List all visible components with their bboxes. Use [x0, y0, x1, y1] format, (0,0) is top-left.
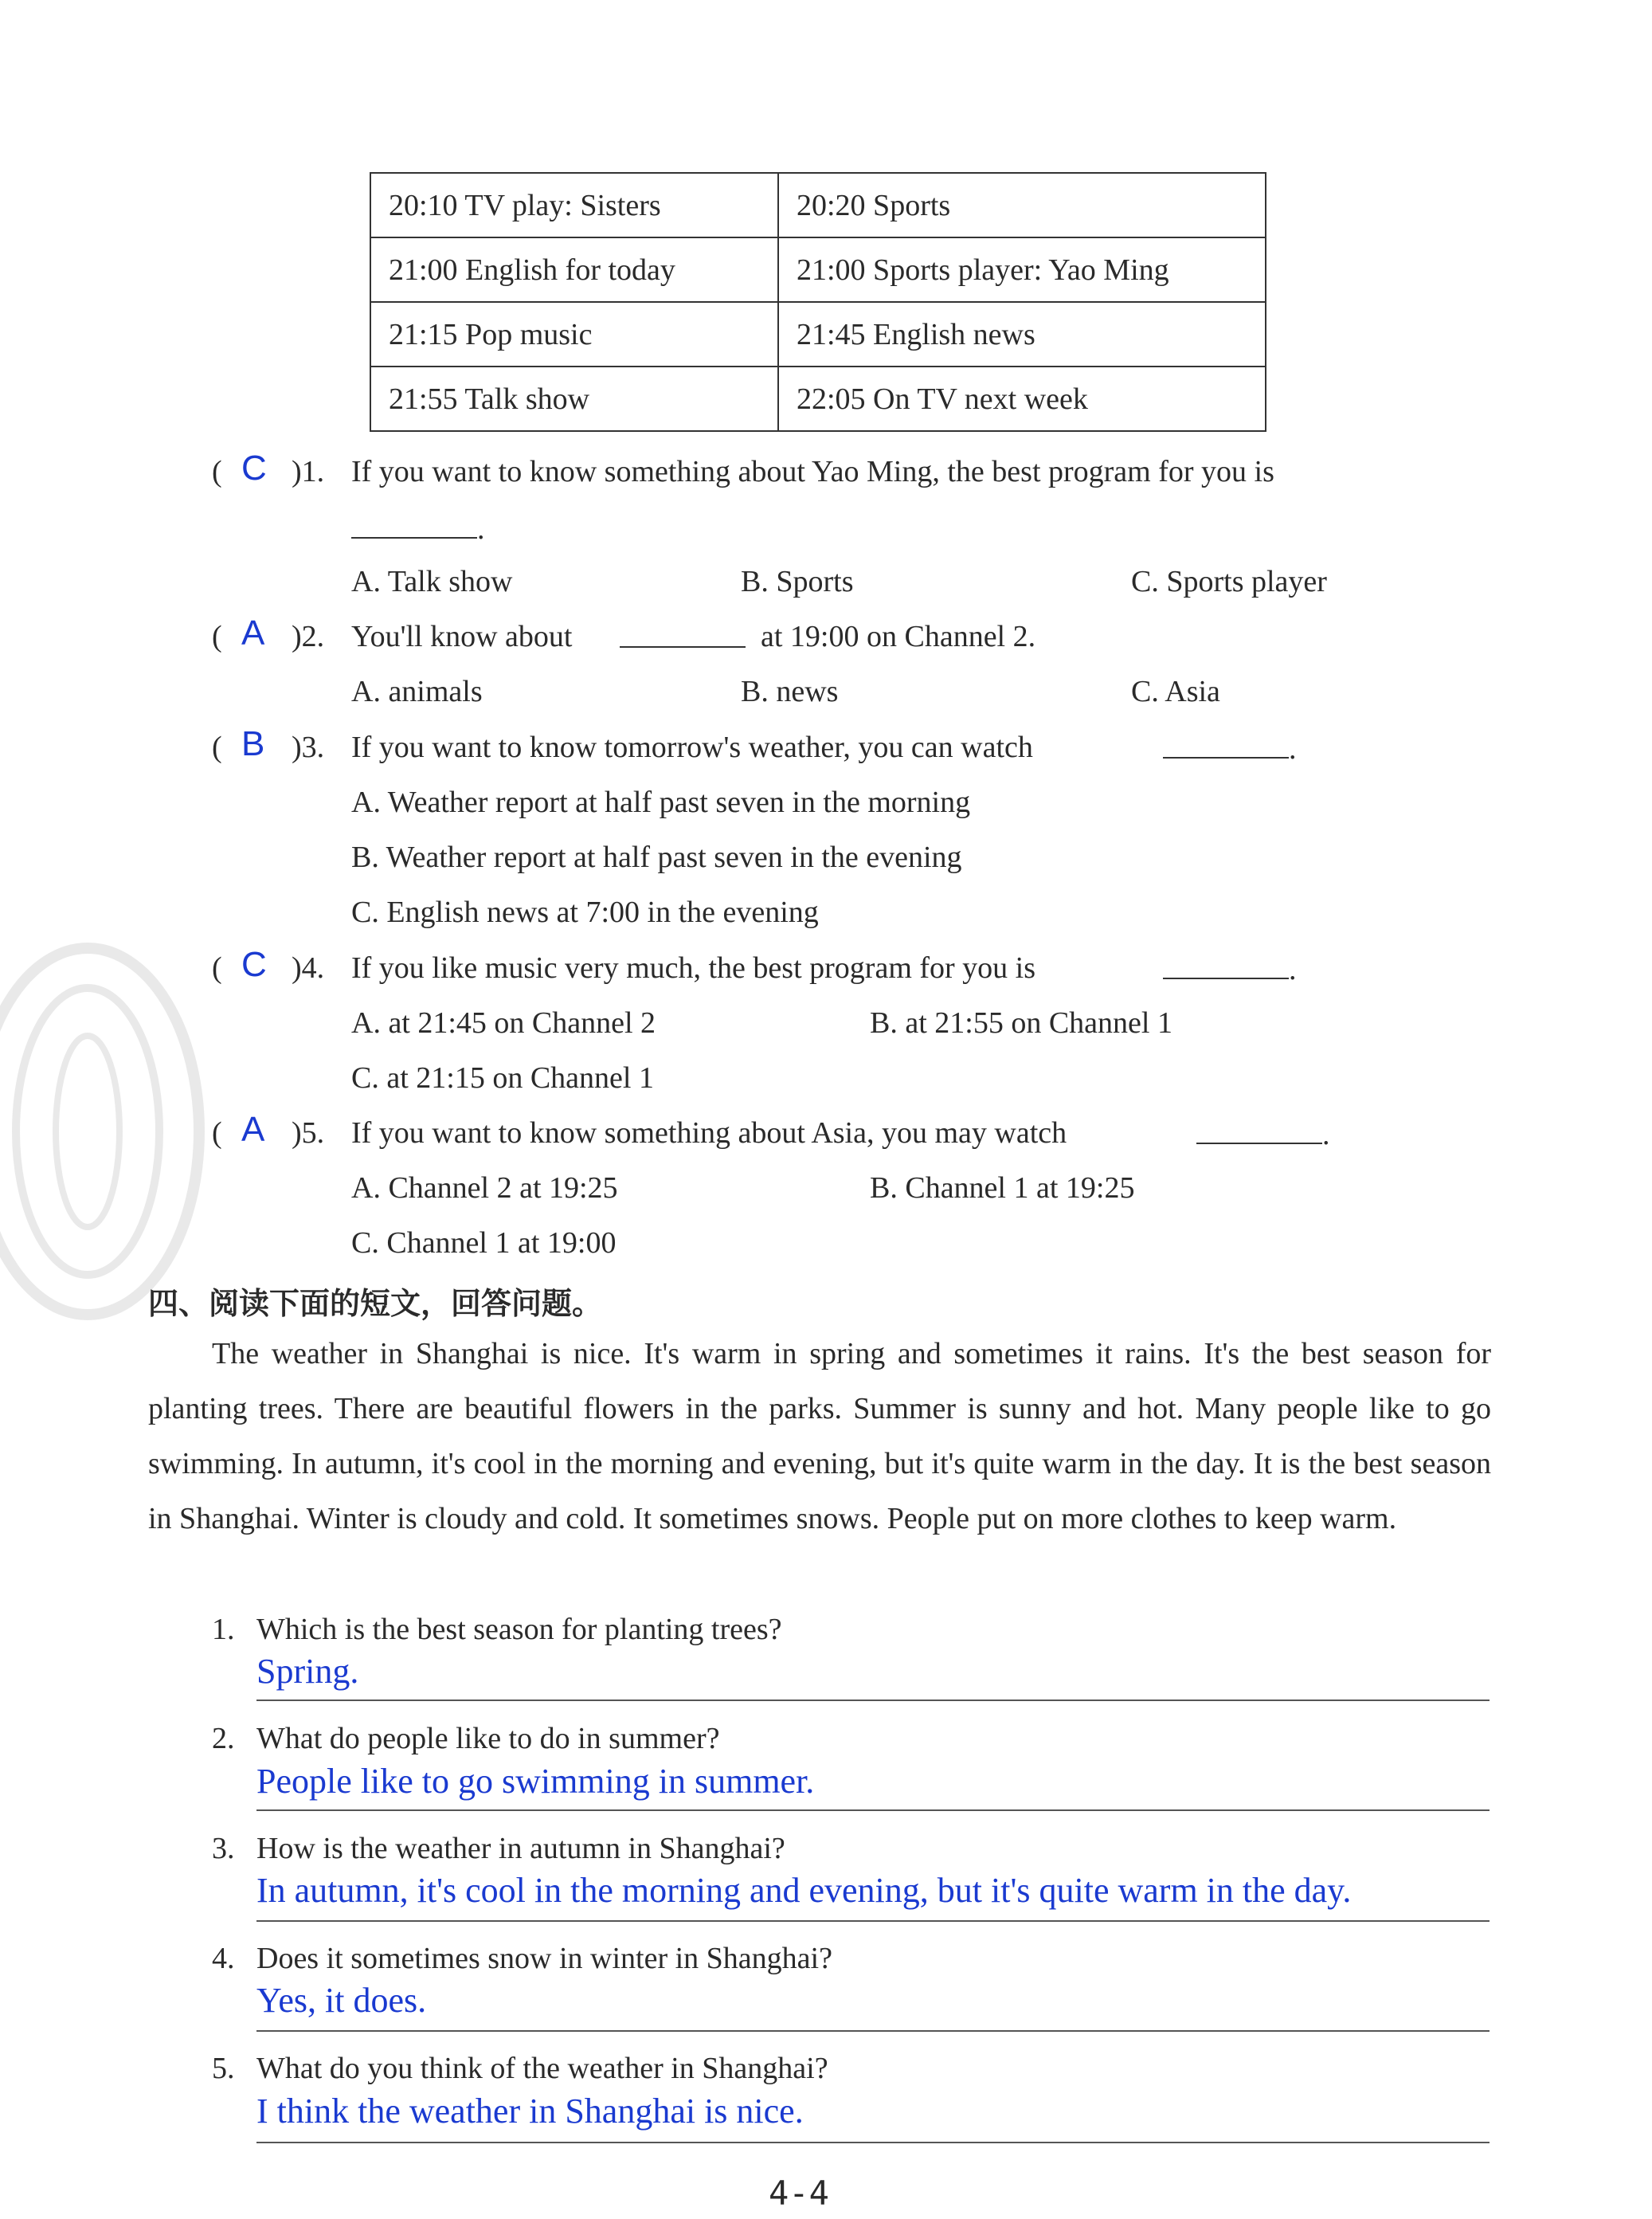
answer-blank — [620, 619, 746, 656]
page-number: 4-4 — [769, 2174, 829, 2213]
question-text: You'll know about — [351, 620, 573, 653]
question-text: If you like music very much, the best program for you is — [351, 951, 1036, 985]
question-number: )5. — [292, 1116, 325, 1150]
schedule-cell: 22:05 On TV next week — [778, 367, 1266, 431]
question-text: Which is the best season for planting trees? — [256, 1613, 782, 1646]
schedule-cell: 21:15 Pop music — [370, 302, 778, 367]
answer-blank: . — [1196, 1115, 1330, 1152]
question-number: 2. — [212, 1722, 235, 1755]
written-answer: I think the weather in Shanghai is nice. — [256, 2092, 804, 2131]
option-b: B. Sports — [741, 565, 854, 598]
question-number: 1. — [212, 1613, 235, 1646]
question-text: What do you think of the weather in Shanghai? — [256, 2052, 828, 2085]
paren-open: ( — [212, 455, 222, 488]
option-b: B. news — [741, 675, 839, 708]
passage-text: The weather in Shanghai is nice. It's warm in spring and sometimes it rains. It's the best season for planting trees. There are beautiful flowers in the parks. Summer is sunny and hot. Many people like to go swimming. In autumn, it's cool in the morning and evening, but it's quite warm in the day. It is the best season in Shanghai. Winter is cloudy and cold. It sometimes snows. People put on more clothes to keep warm. — [148, 1337, 1491, 1535]
answer-line — [256, 1809, 1490, 1811]
table-row — [370, 367, 1266, 431]
option-c: C. at 21:15 on Channel 1 — [351, 1061, 654, 1095]
answer-blank: . — [351, 510, 485, 547]
question-text: If you want to know something about Yao Ming, the best program for you is — [351, 455, 1274, 488]
question-number: 3. — [212, 1832, 235, 1865]
option-a: A. Channel 2 at 19:25 — [351, 1171, 618, 1205]
answer-line — [256, 1920, 1490, 1922]
written-answer: People like to go swimming in summer. — [256, 1762, 815, 1801]
schedule-cell: 21:00 Sports player: Yao Ming — [778, 237, 1266, 302]
paren-open: ( — [212, 1116, 222, 1150]
written-answer: Yes, it does. — [256, 1981, 427, 2020]
answer-blank: . — [1163, 730, 1297, 766]
question-number: )2. — [292, 620, 325, 653]
watermark-logo-icon — [0, 940, 207, 1323]
table-row — [370, 237, 1266, 302]
question-number: 5. — [212, 2052, 235, 2085]
option-c: C. Asia — [1131, 675, 1220, 708]
question-text: If you want to know something about Asia, you may watch — [351, 1116, 1067, 1150]
option-c: C. English news at 7:00 in the evening — [351, 896, 819, 929]
option-b: B. Weather report at half past seven in the evening — [351, 841, 962, 874]
option-a: A. Weather report at half past seven in the morning — [351, 786, 971, 819]
answer-line — [256, 1700, 1490, 1701]
paren-open: ( — [212, 951, 222, 985]
reading-passage — [148, 1327, 1491, 1547]
schedule-cell: 20:10 TV play: Sisters — [370, 173, 778, 237]
tv-schedule-table — [370, 172, 1266, 432]
answer-line — [256, 2142, 1490, 2143]
written-answer: In autumn, it's cool in the morning and evening, but it's quite warm in the day. — [256, 1871, 1352, 1910]
table-row — [370, 173, 1266, 237]
written-answer: Spring. — [256, 1652, 359, 1691]
answer-blank: . — [1163, 951, 1297, 987]
option-b: B. Channel 1 at 19:25 — [870, 1171, 1135, 1205]
section-heading: 四、阅读下面的短文，回答问题。 — [148, 1286, 603, 1321]
question-text: If you want to know tomorrow's weather, you can watch — [351, 731, 1033, 764]
option-b: B. at 21:55 on Channel 1 — [870, 1006, 1172, 1040]
schedule-cell: 21:55 Talk show — [370, 367, 778, 431]
schedule-cell: 21:00 English for today — [370, 237, 778, 302]
answer-letter: C — [241, 449, 267, 488]
paren-open: ( — [212, 620, 222, 653]
option-a: A. at 21:45 on Channel 2 — [351, 1006, 656, 1040]
schedule-cell: 20:20 Sports — [778, 173, 1266, 237]
table-row — [370, 302, 1266, 367]
question-text-end: at 19:00 on Channel 2. — [761, 620, 1036, 653]
schedule-cell: 21:45 English news — [778, 302, 1266, 367]
option-a: A. Talk show — [351, 565, 513, 598]
answer-letter: A — [241, 1110, 265, 1149]
question-number: )3. — [292, 731, 325, 764]
answer-letter: B — [241, 724, 265, 763]
paren-open: ( — [212, 731, 222, 764]
question-number: )4. — [292, 951, 325, 985]
option-c: C. Channel 1 at 19:00 — [351, 1226, 617, 1260]
question-text: Does it sometimes snow in winter in Shanghai? — [256, 1942, 832, 1975]
answer-letter: C — [241, 945, 267, 984]
question-number: 4. — [212, 1942, 235, 1975]
option-c: C. Sports player — [1131, 565, 1327, 598]
answer-letter: A — [241, 614, 265, 653]
question-number: )1. — [292, 455, 325, 488]
question-text: How is the weather in autumn in Shanghai? — [256, 1832, 785, 1865]
question-text: What do people like to do in summer? — [256, 1722, 720, 1755]
answer-line — [256, 2030, 1490, 2032]
option-a: A. animals — [351, 675, 483, 708]
